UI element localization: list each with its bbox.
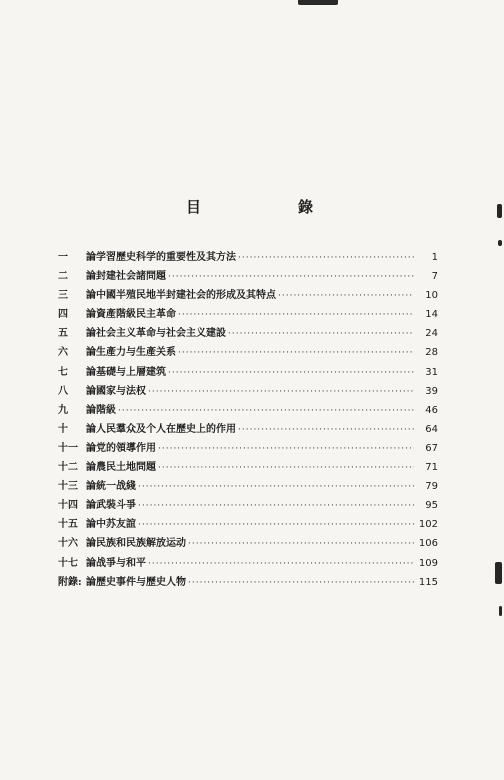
toc-number: 一 (58, 252, 68, 263)
toc-page: 106 (418, 538, 438, 550)
toc-leader (178, 344, 414, 363)
toc-leader (138, 497, 414, 516)
toc-title: 論統一战綫 (86, 481, 136, 493)
toc-title: 論階級 (86, 404, 116, 416)
scan-blot (495, 562, 502, 584)
toc-leader (188, 574, 414, 593)
toc-page: 7 (431, 271, 438, 283)
toc-number: 十一 (58, 442, 78, 454)
scan-blot (498, 240, 502, 246)
toc-entry (58, 401, 438, 420)
toc-title: 論國家与法权 (86, 385, 146, 397)
toc-title: 論战爭与和平 (86, 557, 146, 569)
toc-page: 115 (418, 576, 438, 588)
toc-entry (58, 363, 438, 382)
toc-number: 六 (58, 347, 68, 359)
toc-title: 論中國半殖民地半封建社会的形成及其特点 (86, 290, 276, 302)
toc-number: 八 (58, 385, 68, 397)
toc-number: 十四 (58, 500, 78, 512)
toc-leader (118, 402, 414, 421)
toc-page: 14 (425, 309, 438, 321)
toc-page: 79 (425, 481, 438, 493)
toc-title: 論民族和民族解放运动 (86, 538, 186, 550)
toc-title: 論党的領導作用 (86, 442, 156, 454)
toc-page: 109 (418, 557, 438, 569)
toc-page: 64 (425, 423, 438, 435)
toc-leader (138, 516, 414, 535)
toc-entry (58, 458, 438, 477)
toc-number: 十六 (58, 538, 78, 550)
toc-title: 論農民土地問題 (86, 462, 156, 474)
title-char-left: 目 (186, 198, 203, 216)
toc-page: 24 (425, 328, 438, 340)
toc-page: 31 (425, 366, 438, 378)
table-of-contents (58, 248, 438, 592)
toc-title: 論基礎与上層建筑 (86, 366, 166, 378)
toc-title: 論封建社会諸問題 (86, 271, 166, 283)
toc-leader (158, 440, 414, 459)
toc-number: 四 (58, 309, 68, 321)
toc-leader (148, 383, 414, 402)
toc-number: 九 (58, 404, 68, 416)
toc-number: 十七 (58, 557, 78, 569)
page-title (0, 196, 504, 220)
toc-entry (58, 477, 438, 496)
toc-leader (238, 249, 414, 268)
toc-leader (178, 306, 414, 325)
scan-blot (499, 606, 502, 616)
toc-entry (58, 305, 438, 324)
toc-leader (168, 364, 414, 383)
toc-title: 論人民羣众及个人在歷史上的作用 (86, 423, 236, 435)
toc-number: 附錄: (58, 576, 82, 588)
toc-title: 論中苏友誼 (86, 519, 136, 531)
toc-page: 1 (431, 252, 438, 263)
toc-entry (58, 343, 438, 362)
toc-entry (58, 324, 438, 343)
toc-entry (58, 286, 438, 305)
toc-title: 論資產階級民主革命 (86, 309, 176, 321)
toc-leader (238, 421, 414, 440)
toc-entry (58, 534, 438, 553)
toc-entry (58, 248, 438, 267)
toc-title: 論社会主义革命与社会主义建設 (86, 328, 226, 340)
toc-number: 五 (58, 328, 68, 340)
toc-leader (168, 268, 414, 287)
toc-entry (58, 439, 438, 458)
toc-leader (138, 478, 414, 497)
toc-title: 論歷史事件与歷史人物 (86, 576, 186, 588)
toc-page: 71 (425, 462, 438, 474)
toc-number: 十 (58, 423, 68, 435)
toc-page: 39 (425, 385, 438, 397)
toc-page: 102 (418, 519, 438, 531)
toc-page: 46 (425, 404, 438, 416)
title-char-right: 錄 (298, 198, 315, 216)
toc-number: 十五 (58, 519, 78, 531)
toc-entry (58, 554, 438, 573)
toc-entry (58, 420, 438, 439)
toc-leader (228, 325, 414, 344)
toc-leader (158, 459, 414, 478)
scan-mark (298, 0, 338, 5)
toc-number: 十二 (58, 462, 78, 474)
toc-number: 三 (58, 290, 68, 302)
toc-number: 七 (58, 366, 68, 378)
toc-leader (278, 287, 414, 306)
toc-entry (58, 267, 438, 286)
toc-number: 二 (58, 271, 68, 283)
toc-entry (58, 382, 438, 401)
toc-number: 十三 (58, 481, 78, 493)
toc-entry (58, 515, 438, 534)
toc-page: 67 (425, 442, 438, 454)
toc-page: 95 (425, 500, 438, 512)
toc-title: 論生產力与生產关系 (86, 347, 176, 359)
toc-entry (58, 496, 438, 515)
toc-leader (148, 555, 414, 574)
toc-leader (188, 535, 414, 554)
toc-entry (58, 573, 438, 592)
toc-title: 論学習歷史科学的重要性及其方法 (86, 252, 236, 263)
toc-title: 論武裝斗爭 (86, 500, 136, 512)
toc-page: 28 (425, 347, 438, 359)
toc-page: 10 (425, 290, 438, 302)
